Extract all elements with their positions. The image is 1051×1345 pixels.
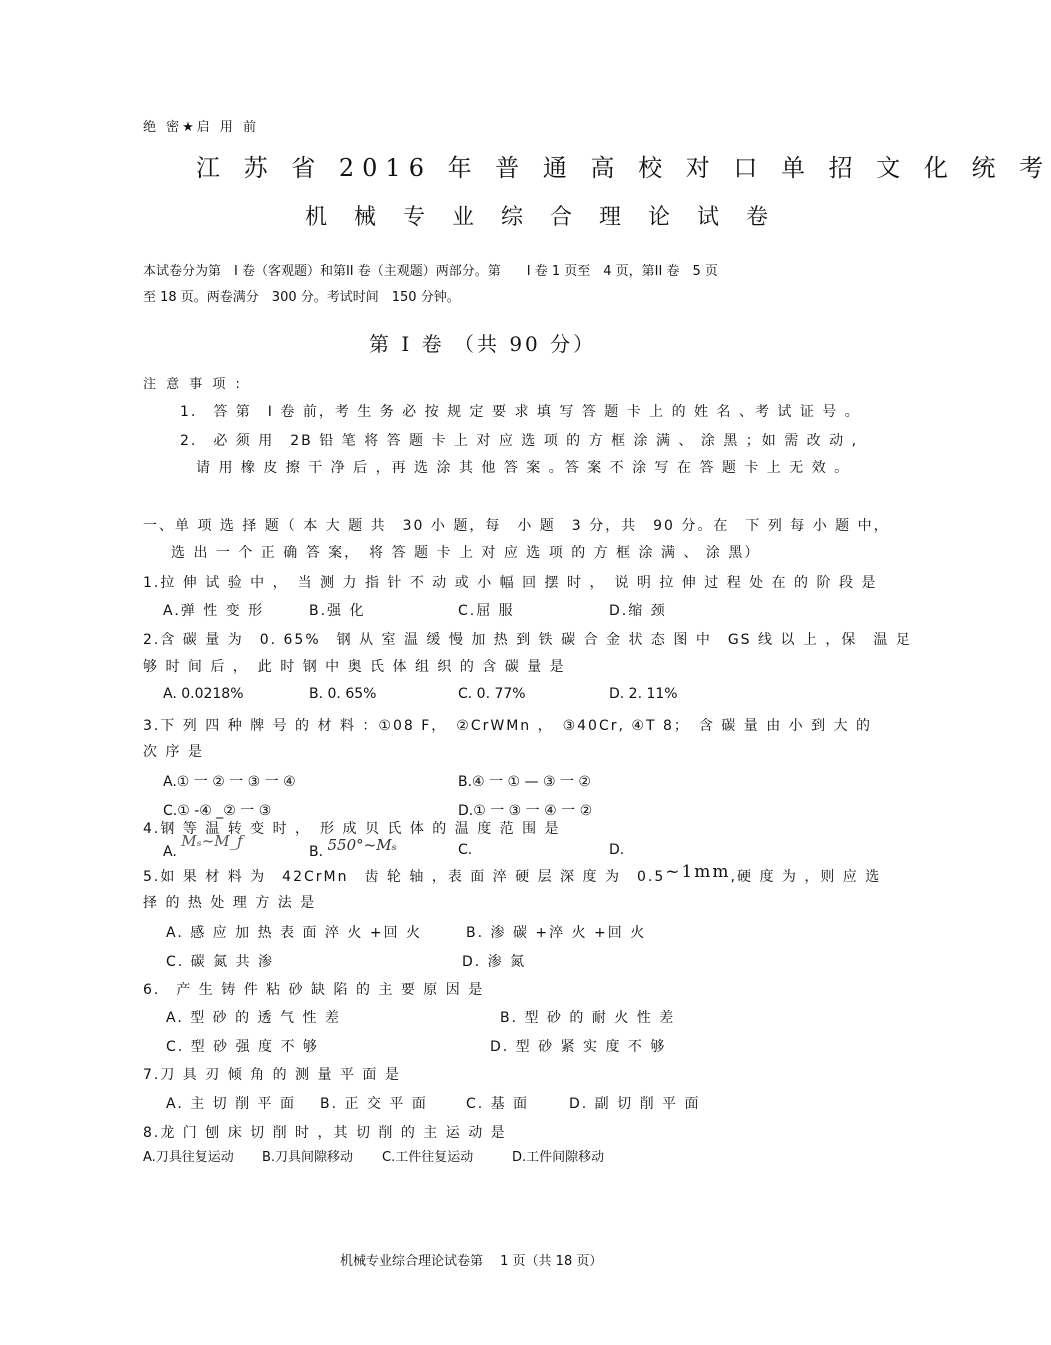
q8-option-d: D.工件间隙移动 [512,1150,605,1165]
section-heading-line-2: 选 出 一 个 正 确 答 案， 将 答 题 卡 上 对 应 选 项 的 方 框 涂 满 、 涂 黑） [171,545,761,561]
q6-option-d: D. 型 砂 紧 实 度 不 够 [490,1039,667,1055]
q1-option-c: C.屈 服 [458,603,515,619]
q5-stem-line-2: 择 的 热 处 理 方 法 是 [143,895,317,911]
q5-option-b: B. 渗 碳 +淬 火 +回 火 [466,925,647,941]
notes-item-2a: 2. 必 须 用 2B 铅 笔 将 答 题 卡 上 对 应 选 项 的 方 框 涂 满 、 涂 黑 ；如 需 改 动 , [180,433,859,449]
q3-option-a: A.① 一 ② 一 ③ 一 ④ [163,774,296,790]
q6-option-a: A. 型 砂 的 透 气 性 差 [166,1010,341,1026]
notes-item-1: 1. 答 第 I 卷 前，考 生 务 必 按 规 定 要 求 填 写 答 题 卡 上 的 姓 名 、考 试 证 号 。 [180,404,861,420]
q2-option-b: B. 0. 65% [309,686,377,702]
q8-option-c: C.工件往复运动 [382,1150,474,1165]
volume-title: 第 I 卷 （共 90 分） [369,332,597,356]
q3-option-c: C.① -④ _② 一 ③ [163,803,272,819]
q5-option-a: A. 感 应 加 热 表 面 淬 火 +回 火 [166,925,423,941]
q5-stem-line-1 [143,862,882,886]
exam-subtitle: 机 械 专 业 综 合 理 论 试 卷 [305,205,778,230]
q5-formula: ~1mm [665,862,731,882]
q7-option-a: A. 主 切 削 平 面 [166,1096,297,1112]
q3-stem-line-1: 3.下 列 四 种 牌 号 的 材 料 ：①08 F， ②CrWMn ， ③40Cr, ④T 8； 含 碳 量 由 小 到 大 的 [143,718,873,734]
q1-option-a: A.弹 性 变 形 [163,603,265,619]
q2-option-c: C. 0. 77% [458,686,526,702]
q4-option-d: D. [609,842,625,858]
q3-option-b: B.④ 一 ① — ③ 一 ② [458,774,591,790]
q8-stem: 8.龙 门 刨 床 切 削 时 ，其 切 削 的 主 运 动 是 [143,1125,507,1141]
q7-option-c: C. 基 面 [466,1096,530,1112]
q2-stem-line-1: 2.含 碳 量 为 0. 65% 钢 从 室 温 缓 慢 加 热 到 铁 碳 合 金 状 态 图 中 GS 线 以 上 ，保 温 足 [143,632,912,648]
q4-option-b-formula: 550°~Mₛ [327,836,397,854]
q4-option-a [163,832,243,860]
q7-option-d: D. 副 切 削 平 面 [569,1096,701,1112]
q1-option-b: B.强 化 [309,603,366,619]
q1-option-d: D.缩 颈 [609,603,667,619]
q3-stem-line-2: 次 序 是 [143,744,204,760]
page-footer: 机械专业综合理论试卷第 1 页（共 18 页） [340,1254,603,1269]
q4-option-b-label: B. [309,844,324,860]
q8-option-b: B.刀具间隙移动 [262,1150,354,1165]
q7-stem: 7.刀 具 刃 倾 角 的 测 量 平 面 是 [143,1067,401,1083]
q5-option-c: C. 碳 氮 共 渗 [166,954,275,970]
q2-option-a: A. 0.0218% [163,686,244,702]
q5-stem-pre: 5.如 果 材 料 为 42CrMn 齿 轮 轴 ，表 面 淬 硬 层 深 度 为 0.5 [143,869,666,885]
q8-option-a: A.刀具往复运动 [143,1150,234,1165]
q1-stem: 1.拉 伸 试 验 中 ， 当 测 力 指 针 不 动 或 小 幅 回 摆 时 ， 说 明 拉 伸 过 程 处 在 的 阶 段 是 [143,575,878,591]
exam-title: 江 苏 省 2016 年 普 通 高 校 对 口 单 招 文 化 统 考 [196,154,1051,182]
q4-stem: 4.钢 等 温 转 变 时 ， 形 成 贝 氏 体 的 温 度 范 围 是 [143,821,561,837]
confidentiality-mark: 绝 密★启 用 前 [143,120,260,135]
q4-option-a-formula: Mₛ~M_f [181,832,243,850]
q7-option-b: B. 正 交 平 面 [320,1096,428,1112]
q5-stem-post: ,硬 度 为 ，则 应 选 [730,869,882,885]
q2-stem-line-2: 够 时 间 后 ， 此 时 钢 中 奥 氏 体 组 织 的 含 碳 量 是 [143,659,566,675]
q4-option-c: C. [458,842,473,858]
intro-line-2: 至 18 页。两卷满分 300 分。考试时间 150 分钟。 [143,290,460,305]
q6-option-c: C. 型 砂 强 度 不 够 [166,1039,319,1055]
q6-stem: 6. 产 生 铸 件 粘 砂 缺 陷 的 主 要 原 因 是 [143,982,485,998]
q6-option-b: B. 型 砂 的 耐 火 性 差 [500,1010,676,1026]
notes-heading: 注 意 事 项 : [143,377,243,392]
notes-item-2b: 请 用 橡 皮 擦 干 净 后 ，再 选 涂 其 他 答 案 。答 案 不 涂 写 在 答 题 卡 上 无 效 。 [196,460,851,476]
q5-option-d: D. 渗 氮 [462,954,527,970]
intro-line-1: 本试卷分为第 I 卷（客观题）和第II 卷（主观题）两部分。第 I 卷 1 页至 4 页，第II 卷 5 页 [143,264,718,279]
q4-option-b [309,836,397,860]
q2-option-d: D. 2. 11% [609,686,678,702]
section-heading-line-1: 一、单 项 选 择 题（ 本 大 题 共 30 小 题，每 小 题 3 分，共 90 分。在 下 列 每 小 题 中， [143,518,890,534]
q3-option-d: D.① 一 ③ 一 ④ 一 ② [458,803,593,819]
q4-option-a-label: A. [163,844,177,860]
